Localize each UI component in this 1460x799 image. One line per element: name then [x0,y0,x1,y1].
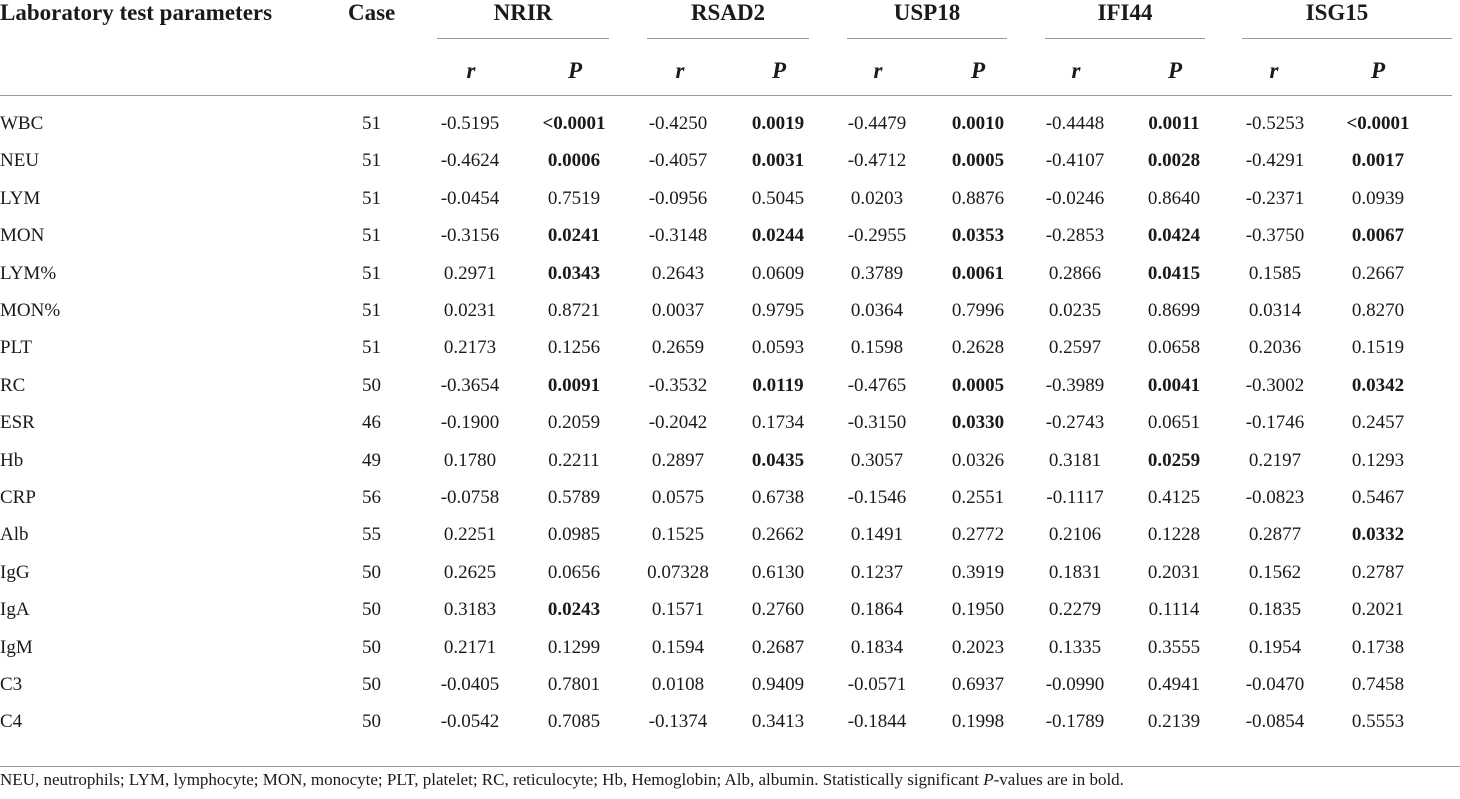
cell-r-value: -0.1746 [1245,412,1305,434]
cell-p-value: 0.2628 [951,337,1005,359]
cell-p-value: 0.0658 [1147,337,1201,359]
cell-p-value: 0.4941 [1147,674,1201,695]
cell-r-value: 0.2173 [443,337,497,359]
header-gene-usp18: USP18 [893,0,961,25]
row-case-count: 50 [362,561,381,583]
cell-p-value: 0.6130 [751,561,805,583]
cell-p-value: 0.0019 [751,113,805,134]
cell-p-value: 0.8270 [1351,300,1405,321]
table-row [0,599,1460,636]
cell-p-value: 0.0011 [1148,113,1200,134]
cell-r-value: 0.2866 [1048,262,1102,284]
cell-p-value: 0.1519 [1351,337,1405,359]
cell-p-value: <0.0001 [1346,113,1410,134]
cell-p-value: 0.2021 [1351,599,1405,621]
cell-p-value: <0.0001 [542,113,606,134]
cell-p-value: 0.0067 [1351,225,1405,247]
cell-p-value: 0.5467 [1351,487,1405,508]
cell-r-value: -0.3989 [1045,374,1105,396]
cell-r-value: -0.3002 [1245,374,1305,396]
cell-r-value: 0.0314 [1248,300,1302,321]
row-case-count: 51 [362,262,381,284]
row-parameter: IgM [0,636,33,658]
cell-r-value: -0.0246 [1045,187,1105,209]
cell-r-value: -0.0758 [440,487,500,508]
cell-r-value: -0.4624 [440,150,500,172]
cell-r-value: 0.2877 [1248,524,1302,546]
cell-p-value: 0.7801 [547,674,601,695]
cell-r-value: 0.2643 [651,262,705,284]
row-case-count: 51 [362,187,381,209]
cell-p-value: 0.0343 [547,262,601,284]
cell-p-value: 0.1293 [1351,449,1405,471]
row-case-count: 51 [362,225,381,247]
cell-r-value: 0.0108 [651,674,705,695]
cell-r-value: -0.0990 [1045,674,1105,695]
row-parameter: C3 [0,674,23,695]
row-case-count: 51 [362,113,381,134]
cell-r-value: -0.3750 [1245,225,1305,247]
cell-p-value: 0.0005 [951,374,1005,396]
cell-p-value: 0.2772 [951,524,1005,546]
row-parameter: CRP [0,487,36,508]
cell-r-value: -0.3148 [648,225,708,247]
cell-r-value: 0.07328 [647,561,709,583]
cell-r-value: -0.2042 [648,412,708,434]
cell-p-value: 0.2457 [1351,412,1405,434]
cell-p-value: 0.2059 [547,412,601,434]
cell-r-value: 0.3789 [850,262,904,284]
cell-p-value: 0.0005 [951,150,1005,172]
cell-p-value: 0.0342 [1351,374,1405,396]
cell-p-value: 0.2667 [1351,262,1405,284]
cell-p-value: 0.8699 [1147,300,1201,321]
cell-p-value: 0.3919 [951,561,1005,583]
cell-r-value: -0.0405 [440,674,500,695]
row-parameter: LYM [0,187,41,209]
row-case-count: 50 [362,636,381,658]
cell-r-value: -0.5253 [1245,113,1305,134]
cell-p-value: 0.2687 [751,636,805,658]
cell-p-value: 0.0332 [1351,524,1405,546]
gene-rule-isg15 [1242,38,1452,39]
cell-r-value: -0.2955 [847,225,907,247]
cell-r-value: 0.1831 [1048,561,1102,583]
cell-r-value: -0.0956 [648,187,708,209]
row-parameter: IgA [0,599,30,621]
cell-p-value: 0.8721 [547,300,601,321]
cell-r-value: 0.1954 [1248,636,1302,658]
cell-r-value: 0.1835 [1248,599,1302,621]
row-parameter: Alb [0,524,29,546]
cell-r-value: 0.2251 [443,524,497,546]
footnote-italic: P [983,770,994,789]
cell-r-value: 0.2897 [651,449,705,471]
cell-p-value: 0.7085 [547,711,601,733]
table-row [0,300,1460,337]
subheader-r: r [1269,58,1279,83]
table-header [0,0,1460,38]
cell-r-value: 0.0575 [651,487,705,508]
cell-p-value: 0.0593 [751,337,805,359]
cell-r-value: 0.1562 [1248,561,1302,583]
cell-p-value: 0.2139 [1147,711,1201,733]
table-row [0,450,1460,487]
cell-p-value: 0.5553 [1351,711,1405,733]
cell-p-value: 0.1950 [951,599,1005,621]
subheader-r: r [466,58,476,83]
cell-r-value: -0.1374 [648,711,708,733]
cell-p-value: 0.0031 [751,150,805,172]
cell-p-value: 0.0326 [951,449,1005,471]
cell-r-value: -0.3156 [440,225,500,247]
table-row [0,524,1460,561]
cell-r-value: -0.3532 [648,374,708,396]
header-gene-rsad2: RSAD2 [690,0,766,25]
cell-r-value: 0.0235 [1048,300,1102,321]
cell-r-value: 0.0364 [850,300,904,321]
header-gene-isg15: ISG15 [1305,0,1369,25]
table-row [0,562,1460,599]
cell-p-value: 0.3555 [1147,636,1201,658]
header-bottom-rule [0,95,1452,96]
cell-r-value: 0.0037 [651,300,705,321]
cell-r-value: 0.1491 [850,524,904,546]
gene-rule-nrir [437,38,609,39]
cell-r-value: -0.0454 [440,187,500,209]
cell-r-value: -0.2743 [1045,412,1105,434]
row-case-count: 51 [362,337,381,359]
cell-r-value: 0.2659 [651,337,705,359]
cell-r-value: 0.1598 [850,337,904,359]
cell-p-value: 0.0028 [1147,150,1201,172]
footnote-end: -values are in bold. [993,770,1124,789]
cell-p-value: 0.7996 [951,300,1005,321]
cell-r-value: -0.4057 [648,150,708,172]
cell-r-value: -0.0542 [440,711,500,733]
row-case-count: 51 [362,150,381,172]
cell-p-value: 0.4125 [1147,487,1201,508]
row-case-count: 50 [362,374,381,396]
table-row [0,637,1460,674]
cell-p-value: 0.8876 [951,187,1005,209]
cell-r-value: 0.1780 [443,449,497,471]
cell-r-value: -0.1546 [847,487,907,508]
header-case: Case [348,0,396,25]
table-row [0,674,1460,711]
table-row [0,412,1460,449]
cell-r-value: -0.0854 [1245,711,1305,733]
cell-p-value: 0.6937 [951,674,1005,695]
subheader-p: P [567,58,583,83]
cell-r-value: 0.1237 [850,561,904,583]
row-parameter: LYM% [0,262,57,284]
cell-p-value: 0.0415 [1147,262,1201,284]
cell-p-value: 0.1738 [1351,636,1405,658]
gene-rule-rsad2 [647,38,809,39]
row-case-count: 56 [362,487,381,508]
cell-p-value: 0.1256 [547,337,601,359]
table-row [0,487,1460,524]
cell-p-value: 0.0006 [547,150,601,172]
row-parameter: WBC [0,113,44,134]
subheader-p: P [1370,58,1386,83]
cell-p-value: 0.2760 [751,599,805,621]
cell-p-value: 0.0243 [547,599,601,621]
cell-p-value: 0.0119 [752,374,804,396]
cell-r-value: 0.0231 [443,300,497,321]
table-row [0,188,1460,225]
cell-r-value: 0.2971 [443,262,497,284]
cell-p-value: 0.0061 [951,262,1005,284]
cell-p-value: 0.3413 [751,711,805,733]
cell-p-value: 0.1114 [1148,599,1200,621]
table-row [0,263,1460,300]
cell-p-value: 0.2211 [548,449,600,471]
cell-r-value: 0.2197 [1248,449,1302,471]
cell-p-value: 0.5045 [751,187,805,209]
cell-p-value: 0.0353 [951,225,1005,247]
row-parameter: ESR [0,412,35,434]
cell-r-value: -0.1844 [847,711,907,733]
subheader-r: r [1071,58,1081,83]
table-row [0,225,1460,262]
cell-p-value: 0.2787 [1351,561,1405,583]
header-parameters: Laboratory test parameters [0,0,273,25]
cell-r-value: 0.3057 [850,449,904,471]
footnote [0,770,1124,790]
row-case-count: 50 [362,599,381,621]
cell-r-value: 0.1525 [651,524,705,546]
cell-r-value: -0.1789 [1045,711,1105,733]
cell-r-value: -0.4250 [648,113,708,134]
cell-p-value: 0.0609 [751,262,805,284]
subheader-r: r [675,58,685,83]
cell-p-value: 0.0017 [1351,150,1405,172]
cell-p-value: 0.2662 [751,524,805,546]
cell-r-value: -0.0470 [1245,674,1305,695]
cell-p-value: 0.0939 [1351,187,1405,209]
cell-p-value: 0.7458 [1351,674,1405,695]
cell-r-value: -0.1900 [440,412,500,434]
row-case-count: 46 [362,412,381,434]
header-gene-nrir: NRIR [493,0,553,25]
table-row [0,375,1460,412]
cell-r-value: -0.3654 [440,374,500,396]
cell-p-value: 0.0244 [751,225,805,247]
cell-p-value: 0.0985 [547,524,601,546]
row-parameter: Hb [0,449,24,471]
cell-r-value: -0.4107 [1045,150,1105,172]
cell-r-value: 0.2171 [443,636,497,658]
cell-r-value: 0.1335 [1048,636,1102,658]
row-case-count: 55 [362,524,381,546]
cell-p-value: 0.1998 [951,711,1005,733]
cell-r-value: 0.3183 [443,599,497,621]
table-row [0,337,1460,374]
cell-r-value: -0.2371 [1245,187,1305,209]
cell-r-value: -0.3150 [847,412,907,434]
row-case-count: 50 [362,711,381,733]
cell-r-value: -0.4712 [847,150,907,172]
cell-r-value: 0.2036 [1248,337,1302,359]
table-row [0,711,1460,748]
cell-r-value: -0.0823 [1245,487,1305,508]
subheader-p: P [970,58,986,83]
cell-p-value: 0.0241 [547,225,601,247]
cell-r-value: 0.1864 [850,599,904,621]
cell-p-value: 0.0091 [547,374,601,396]
row-case-count: 51 [362,300,381,321]
cell-p-value: 0.1228 [1147,524,1201,546]
subheader-p: P [1167,58,1183,83]
row-parameter: PLT [0,337,33,359]
cell-r-value: -0.5195 [440,113,500,134]
cell-p-value: 0.5789 [547,487,601,508]
gene-rule-ifi44 [1045,38,1205,39]
cell-p-value: 0.0656 [547,561,601,583]
cell-r-value: 0.1571 [651,599,705,621]
cell-r-value: -0.4291 [1245,150,1305,172]
cell-p-value: 0.0259 [1147,449,1201,471]
cell-r-value: -0.4765 [847,374,907,396]
cell-r-value: 0.2625 [443,561,497,583]
cell-r-value: -0.1117 [1046,487,1104,508]
row-parameter: MON% [0,300,61,321]
cell-p-value: 0.0435 [751,449,805,471]
cell-r-value: -0.0571 [847,674,907,695]
cell-p-value: 0.2031 [1147,561,1201,583]
cell-r-value: 0.1594 [651,636,705,658]
table-bottom-rule [0,766,1460,767]
cell-p-value: 0.0041 [1147,374,1201,396]
row-parameter: C4 [0,711,23,733]
gene-rule-usp18 [847,38,1007,39]
cell-p-value: 0.2551 [951,487,1005,508]
cell-p-value: 0.1734 [751,412,805,434]
cell-p-value: 0.0330 [951,412,1005,434]
cell-p-value: 0.6738 [751,487,805,508]
cell-r-value: 0.2106 [1048,524,1102,546]
cell-r-value: 0.1585 [1248,262,1302,284]
cell-p-value: 0.0651 [1147,412,1201,434]
header-gene-ifi44: IFI44 [1097,0,1153,25]
row-parameter: NEU [0,150,40,172]
cell-p-value: 0.9795 [751,300,805,321]
cell-p-value: 0.7519 [547,187,601,209]
cell-p-value: 0.2023 [951,636,1005,658]
cell-p-value: 0.8640 [1147,187,1201,209]
cell-p-value: 0.0424 [1147,225,1201,247]
table-row [0,150,1460,187]
cell-r-value: -0.4448 [1045,113,1105,134]
row-parameter: MON [0,225,45,247]
row-case-count: 49 [362,449,381,471]
footnote-text: NEU, neutrophils; LYM, lymphocyte; MON, monocyte; PLT, platelet; RC, reticulocyte; Hb, Hemoglobin; Alb, albumin. Statistically significant [0,770,984,789]
cell-p-value: 0.9409 [751,674,805,695]
cell-p-value: 0.1299 [547,636,601,658]
cell-r-value: -0.2853 [1045,225,1105,247]
subheader-p: P [771,58,787,83]
cell-r-value: 0.1834 [850,636,904,658]
cell-r-value: 0.2597 [1048,337,1102,359]
table-row [0,113,1460,150]
cell-r-value: -0.4479 [847,113,907,134]
row-case-count: 50 [362,674,381,695]
cell-r-value: 0.2279 [1048,599,1102,621]
row-parameter: IgG [0,561,30,583]
subheader-r: r [873,58,883,83]
cell-r-value: 0.0203 [850,187,904,209]
row-parameter: RC [0,374,26,396]
cell-p-value: 0.0010 [951,113,1005,134]
cell-r-value: 0.3181 [1048,449,1102,471]
